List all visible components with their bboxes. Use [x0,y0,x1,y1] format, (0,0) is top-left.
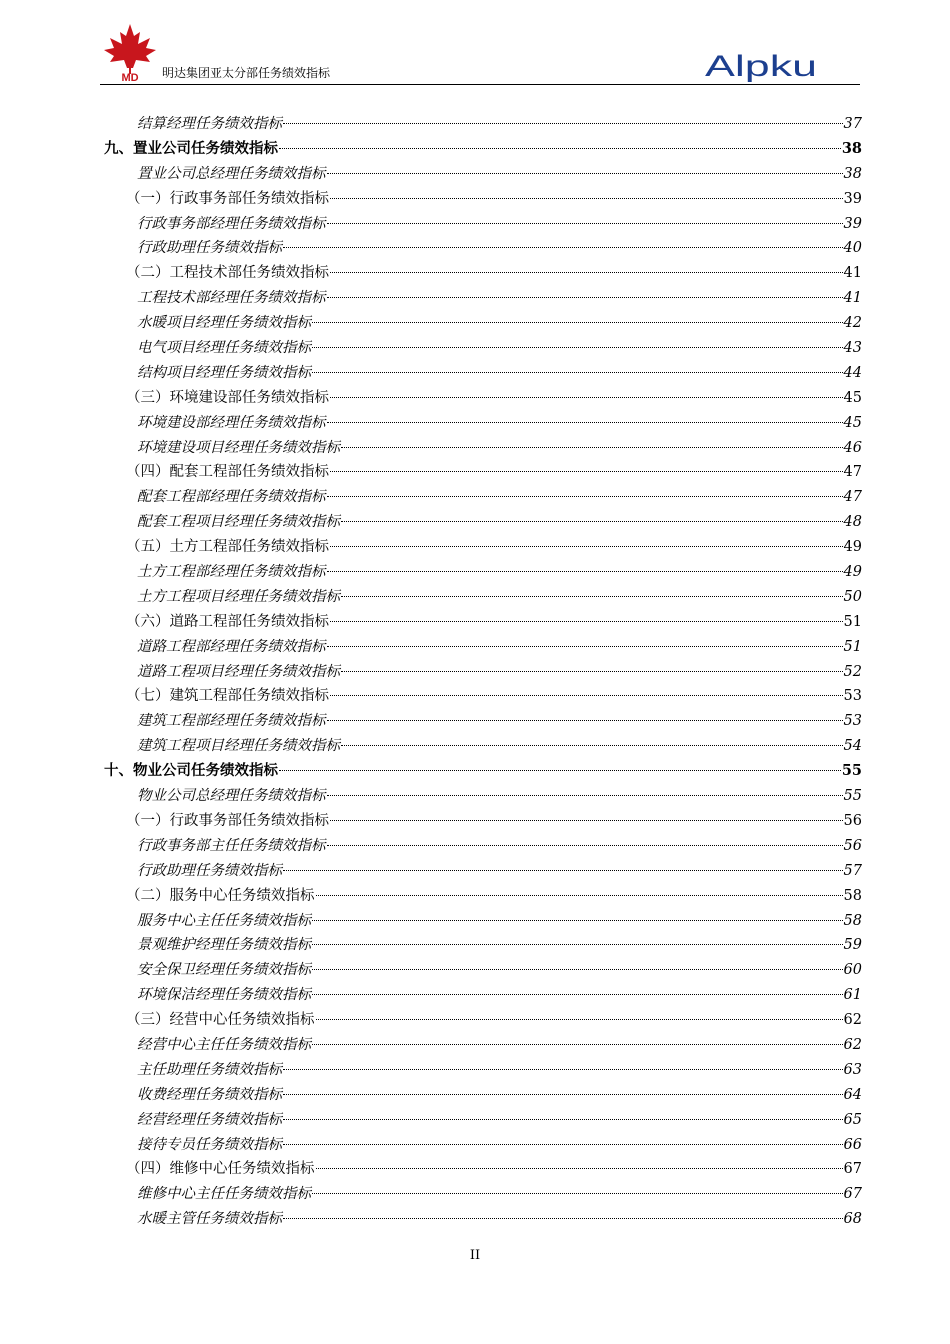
toc-entry-label: 行政助理任务绩效指标 [137,862,282,879]
header-rule [100,84,860,85]
toc-entry-page: 62 [843,1012,862,1029]
toc-entry-page: 62 [843,1036,862,1053]
toc-entry[interactable] [104,460,862,485]
toc-dot-leader [283,870,843,871]
toc-entry[interactable] [104,859,862,884]
toc-entry[interactable] [104,485,862,510]
toc-dot-leader [341,745,843,746]
toc-entry-page: 37 [843,116,862,132]
toc-entry-page: 38 [843,165,862,182]
toc-entry[interactable] [104,436,862,461]
toc-dot-leader [327,720,843,721]
toc-entry-label: （五）土方工程部任务绩效指标 [126,539,329,556]
toc-entry-label: 主任助理任务绩效指标 [137,1061,282,1078]
toc-entry[interactable] [104,112,862,137]
toc-entry-page: 49 [843,539,862,556]
toc-entry-page: 41 [843,265,862,282]
toc-entry[interactable] [104,1207,862,1232]
toc-dot-leader [327,795,843,796]
toc-entry-page: 64 [843,1086,862,1103]
toc-dot-leader [312,944,843,945]
toc-dot-leader [283,1119,843,1120]
toc-entry-label: （一）行政事务部任务绩效指标 [126,812,329,829]
toc-entry-page: 58 [843,912,862,929]
toc-entry-label: （七）建筑工程部任务绩效指标 [126,688,329,705]
toc-entry-label: 建筑工程项目经理任务绩效指标 [137,738,340,755]
toc-entry[interactable] [104,684,862,709]
toc-dot-leader [312,969,843,970]
toc-entry-page: 38 [841,139,862,157]
toc-entry-label: （一）行政事务部任务绩效指标 [126,190,329,207]
toc-dot-leader [327,571,843,572]
toc-entry-label: 收费经理任务绩效指标 [137,1086,282,1103]
toc-dot-leader [330,695,843,696]
alpku-logo [705,48,820,82]
toc-entry-page: 53 [843,688,862,705]
page-header [100,22,860,84]
toc-entry-label: （二）工程技术部任务绩效指标 [126,265,329,282]
toc-entry-label: 维修中心主任任务绩效指标 [137,1186,311,1203]
toc-entry-page: 63 [843,1061,862,1078]
toc-entry-label: （六）道路工程部任务绩效指标 [126,613,329,630]
toc-entry[interactable] [104,1108,862,1133]
toc-entry[interactable] [104,286,862,311]
toc-entry[interactable] [104,236,862,261]
toc-dot-leader [312,1193,843,1194]
toc-dot-leader [327,845,843,846]
toc-entry-page: 50 [843,588,862,605]
toc-entry-label: （二）服务中心任务绩效指标 [126,887,315,904]
toc-dot-leader [312,920,843,921]
toc-dot-leader [312,322,843,323]
toc-entry-label: 十、物业公司任务绩效指标 [104,762,278,780]
toc-entry[interactable] [104,1033,862,1058]
toc-entry[interactable] [104,983,862,1008]
toc-entry-page: 40 [843,240,862,257]
toc-entry-page: 55 [841,762,862,780]
toc-entry[interactable] [104,510,862,535]
toc-dot-leader [283,247,843,248]
toc-entry-label: 经营中心主任任务绩效指标 [137,1036,311,1053]
toc-entry-label: 道路工程部经理任务绩效指标 [137,638,326,655]
toc-entry[interactable] [104,212,862,237]
toc-entry[interactable] [104,709,862,734]
toc-entry-page: 44 [843,364,862,381]
toc-entry[interactable] [104,834,862,859]
toc-entry-page: 68 [843,1211,862,1228]
toc-dot-leader [341,447,843,448]
toc-entry-label: （四）维修中心任务绩效指标 [126,1161,315,1178]
toc-entry-label: 行政事务部主任任务绩效指标 [137,837,326,854]
toc-entry[interactable] [104,809,862,834]
toc-entry[interactable] [104,311,862,336]
toc-dot-leader [312,372,843,373]
toc-entry[interactable] [104,361,862,386]
toc-dot-leader [330,471,843,472]
toc-dot-leader [312,994,843,995]
toc-entry-label: 行政事务部经理任务绩效指标 [137,215,326,232]
toc-entry-page: 65 [843,1111,862,1128]
toc-entry-page: 51 [843,613,862,630]
toc-dot-leader [327,646,843,647]
toc-entry-label: 配套工程项目经理任务绩效指标 [137,514,340,531]
toc-entry[interactable] [104,1058,862,1083]
toc-entry[interactable] [104,187,862,212]
toc-entry-label: 景观维护经理任务绩效指标 [137,937,311,954]
toc-entry[interactable] [104,1157,862,1182]
toc-entry-label: （三）经营中心任务绩效指标 [126,1012,315,1029]
toc-entry[interactable] [104,411,862,436]
toc-entry-page: 67 [843,1161,862,1178]
toc-dot-leader [330,397,843,398]
toc-entry-page: 49 [843,564,862,581]
toc-entry-label: 服务中心主任任务绩效指标 [137,912,311,929]
toc-entry-label: 水暖主管任务绩效指标 [137,1211,282,1228]
toc-entry-label: 置业公司总经理任务绩效指标 [137,165,326,182]
toc-entry-page: 48 [843,514,862,531]
toc-entry[interactable] [104,162,862,187]
toc-entry-label: 安全保卫经理任务绩效指标 [137,962,311,979]
toc-entry[interactable] [104,336,862,361]
toc-dot-leader [327,223,843,224]
toc-entry[interactable] [104,610,862,635]
toc-entry-page: 47 [843,464,862,481]
toc-dot-leader [330,198,843,199]
toc-entry-label: （四）配套工程部任务绩效指标 [126,464,329,481]
toc-dot-leader [283,1094,843,1095]
toc-dot-leader [283,1144,843,1145]
toc-entry[interactable] [104,933,862,958]
toc-entry-page: 67 [843,1186,862,1203]
toc-dot-leader [327,496,843,497]
alpku-logo-text: Alpku [705,50,817,82]
toc-entry-label: 结算经理任务绩效指标 [137,116,282,132]
toc-entry-label: 环境建设部经理任务绩效指标 [137,414,326,431]
toc-dot-leader [283,123,843,124]
toc-entry[interactable] [104,585,862,610]
toc-entry-label: 土方工程项目经理任务绩效指标 [137,588,340,605]
toc-entry-page: 54 [843,738,862,755]
toc-entry[interactable] [104,958,862,983]
toc-entry-page: 66 [843,1136,862,1153]
toc-entry-label: 结构项目经理任务绩效指标 [137,364,311,381]
toc-entry-page: 56 [843,837,862,854]
toc-dot-leader [330,272,843,273]
toc-dot-leader [341,521,843,522]
toc-entry-page: 43 [843,340,862,357]
toc-dot-leader [341,596,843,597]
toc-entry-page: 56 [843,812,862,829]
toc-entry-label: 经营经理任务绩效指标 [137,1111,282,1128]
toc-dot-leader [279,770,841,771]
toc-entry-page: 42 [843,315,862,332]
toc-dot-leader [312,1044,843,1045]
toc-entry-label: 接待专员任务绩效指标 [137,1136,282,1153]
toc-entry-page: 45 [843,389,862,406]
toc-entry-label: 建筑工程部经理任务绩效指标 [137,713,326,730]
toc-entry[interactable] [104,635,862,660]
toc-entry-page: 61 [843,987,862,1004]
toc-entry-page: 45 [843,414,862,431]
toc-entry-label: 电气项目经理任务绩效指标 [137,340,311,357]
toc-entry-page: 60 [843,962,862,979]
toc-entry-page: 47 [843,489,862,506]
toc-entry-label: 环境保洁经理任务绩效指标 [137,987,311,1004]
toc-entry-page: 58 [843,887,862,904]
toc-entry-page: 55 [843,788,862,805]
maple-leaf-icon [104,24,156,74]
toc-dot-leader [330,546,843,547]
toc-dot-leader [327,422,843,423]
toc-entry-label: 工程技术部经理任务绩效指标 [137,290,326,307]
toc-entry[interactable] [104,261,862,286]
toc-dot-leader [283,1218,843,1219]
toc-entry-page: 52 [843,663,862,680]
toc-entry-label: （三）环境建设部任务绩效指标 [126,389,329,406]
toc-entry-label: 物业公司总经理任务绩效指标 [137,788,326,805]
table-of-contents [104,112,862,1232]
toc-dot-leader [341,671,843,672]
toc-entry[interactable] [104,1133,862,1158]
toc-entry[interactable] [104,660,862,685]
toc-dot-leader [316,895,843,896]
toc-entry[interactable] [104,1008,862,1033]
toc-dot-leader [327,173,843,174]
toc-entry-label: 配套工程部经理任务绩效指标 [137,489,326,506]
toc-entry-page: 39 [843,215,862,232]
toc-entry[interactable] [104,734,862,759]
toc-dot-leader [279,148,841,149]
toc-entry[interactable] [104,1182,862,1207]
toc-entry-label: 土方工程部经理任务绩效指标 [137,564,326,581]
md-logo [100,22,160,82]
toc-entry-label: 九、置业公司任务绩效指标 [104,139,278,157]
toc-entry[interactable] [104,1083,862,1108]
footer-page-number: II [469,1248,481,1263]
toc-entry-page: 57 [843,862,862,879]
toc-dot-leader [316,1019,843,1020]
header-title: 明达集团亚太分部任务绩效指标 [162,66,331,80]
toc-entry-page: 41 [843,290,862,307]
toc-entry[interactable] [104,535,862,560]
toc-entry[interactable] [104,137,862,162]
toc-entry-page: 39 [843,190,862,207]
toc-dot-leader [330,621,843,622]
toc-entry-page: 46 [843,439,862,456]
toc-entry[interactable] [104,884,862,909]
toc-entry-page: 53 [843,713,862,730]
toc-dot-leader [330,820,843,821]
toc-entry[interactable] [104,909,862,934]
toc-entry-page: 51 [843,638,862,655]
toc-dot-leader [327,297,843,298]
toc-entry[interactable] [104,560,862,585]
toc-entry-label: 水暖项目经理任务绩效指标 [137,315,311,332]
toc-entry[interactable] [104,759,862,784]
toc-dot-leader [283,1069,843,1070]
toc-entry-page: 59 [843,937,862,954]
toc-entry-label: 行政助理任务绩效指标 [137,240,282,257]
toc-entry-label: 道路工程项目经理任务绩效指标 [137,663,340,680]
toc-entry-label: 环境建设项目经理任务绩效指标 [137,439,340,456]
toc-entry[interactable] [104,784,862,809]
toc-dot-leader [312,347,843,348]
toc-dot-leader [316,1168,843,1169]
md-logo-text: MD [121,72,139,82]
toc-entry[interactable] [104,386,862,411]
